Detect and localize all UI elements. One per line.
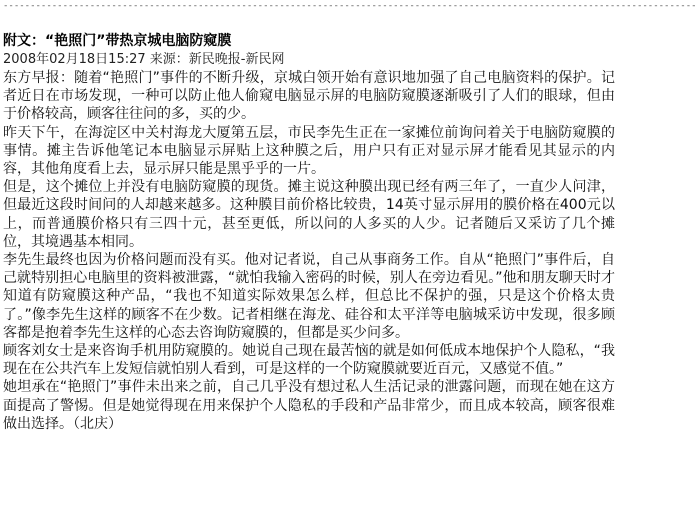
article-meta: 2008年02月18日15:27 来源：新民晚报-新民网 xyxy=(3,52,285,67)
article-paragraph-3: 但是，这个摊位上并没有电脑防窥膜的现货。摊主说这种膜出现已经有两三年了，一直少人问津，但最近这段时间问的人却越来越多。这种膜目前价格比较贵，14英寸显示屏用的膜价格在400元以上，而普通膜价格只有三四十元，甚至更低，所以问的人多买的人少。记者随后又采访了几个摊位，其境遇基本相同。 xyxy=(3,179,615,250)
article-paragraph-2: 昨天下午，在海淀区中关村海龙大厦第五层，市民李先生正在一家摊位前询问着关于电脑防窥膜的事情。摊主告诉他笔记本电脑显示屏贴上这种膜之后，用户只有正对显示屏才能看见其显示的内容，其他角度看上去，显示屏只能是黑乎乎的一片。 xyxy=(3,124,615,178)
article-paragraph-4: 李先生最终也因为价格问题而没有买。他对记者说，自己从事商务工作。自从“艳照门”事件后，自己就特别担心电脑里的资料被泄露，“就怕我输入密码的时候，别人在旁边看见。”他和朋友聊天时才知道有防窥膜这种产品，“我也不知道实际效果怎么样，但总比不保护的强，只是这个价格太贵了。”像李先生这样的顾客不在少数。记者相继在海龙、硅谷和太平洋等电脑城采访中发现，很多顾客都是抱着李先生这样的心态去咨询防窥膜的，但都是买少问多。 xyxy=(3,252,615,341)
article-content xyxy=(3,32,615,433)
article-title: 附文：“艳照门”带热京城电脑防窥膜 xyxy=(3,33,232,49)
dashed-divider: -------------------------------------------------------------------------------------------------------------------------------- xyxy=(3,1,697,11)
article-paragraph-1: 东方早报：随着“艳照门”事件的不断升级，京城白领开始有意识地加强了自己电脑资料的保护。记者近日在市场发现，一种可以防止他人偷窥电脑显示屏的电脑防窥膜逐渐吸引了人们的眼球，但由于价格较高，顾客往往问的多，买的少。 xyxy=(3,70,615,123)
article-paragraph-6: 她坦承在“艳照门”事件未出来之前，自己几乎没有想过私人生活记录的泄露问题，而现在她在这方面提高了警惕。但是她觉得现在用来保护个人隐私的手段和产品非常少，而且成本较高，顾客很难做出选择。（北庆） xyxy=(3,379,615,432)
article-paragraph-5: 顾客刘女士是来咨询手机用防窥膜的。她说自己现在最苦恼的就是如何低成本地保护个人隐私，“我现在在公共汽车上发短信就怕别人看到，可是这样的一个防窥膜就要近百元，又感觉不值。” xyxy=(3,343,615,378)
